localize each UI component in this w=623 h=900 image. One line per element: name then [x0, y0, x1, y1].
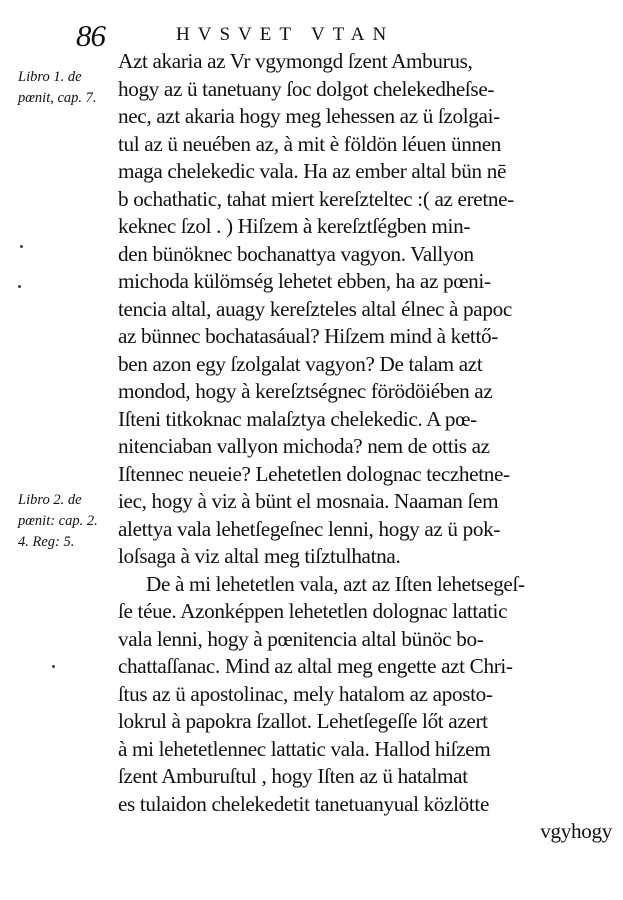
- text-line-paragraph-start: De à mi lehetetlen vala, azt az Iſten lehetsegeſ-: [146, 571, 525, 596]
- text-line: michoda külömség lehetet ebben, ha az pœni-: [118, 269, 491, 293]
- ink-speck: [18, 285, 21, 288]
- text-line: alettya vala lehetſegeſnec lenni, hogy az ü pok-: [118, 516, 501, 541]
- text-line: loſsaga à viz altal meg tiſztulhatna.: [118, 544, 401, 568]
- margin-note-line: Libro 1. de: [18, 69, 82, 85]
- text-line: ben azon egy ſzolgalat vagyon? De talam azt: [118, 351, 483, 376]
- margin-note-line: 4. Reg: 5.: [18, 534, 75, 550]
- margin-note-reference-2: [18, 490, 98, 553]
- text-line: nec, azt akaria hogy meg lehessen az ü ſzolgai-: [118, 104, 500, 128]
- text-line: es tulaidon chelekedetit tanetuanyual közlötte: [118, 791, 490, 816]
- text-line: nitenciaban vallyon michoda? nem de ottis az: [118, 434, 490, 458]
- body-text: [118, 48, 618, 846]
- text-line: iec, hogy à viz à bünt el mosnaia. Naaman ſem: [118, 489, 499, 513]
- text-line: tencia altal, auagy kereſzteles altal élnec à papoc: [118, 296, 512, 321]
- margin-note-line: pœnit: cap. 2.: [18, 513, 98, 529]
- text-line: Iſteni titkoknac malaſztya chelekedic. A pœ-: [118, 406, 477, 431]
- text-line: Iſtennec neueie? Lehetetlen dolognac teczhetne-: [118, 461, 510, 486]
- text-line: lokrul à papokra ſzallot. Lehetſegeſſe lőt azert: [118, 709, 488, 733]
- text-line: hogy az ü tanetuany ſoc dolgot chelekedheſse-: [118, 76, 495, 101]
- ink-speck: [20, 245, 23, 248]
- margin-note-line: pœnit, cap. 7.: [18, 90, 97, 106]
- text-line: tul az ü neuében az, à mit è földön léuen ünnen: [118, 131, 502, 156]
- running-head: HVSVET VTAN: [176, 24, 395, 45]
- text-line: ſzent Amburuſtul , hogy Iſten az ü hatalmat: [118, 764, 468, 788]
- catchword: vgyhogy: [540, 819, 612, 843]
- text-line: ſe téue. Azonképpen lehetetlen dolognac lattatic: [118, 599, 508, 623]
- text-line: Azt akaria az Vr vgymongd ſzent Amburus,: [118, 49, 473, 73]
- margin-note-reference-1: [18, 67, 97, 109]
- text-line: ſtus az ü apostolinac, mely hatalom az aposto-: [118, 681, 493, 706]
- text-line: à mi lehetetlennec lattatic vala. Hallod hiſzem: [118, 736, 491, 761]
- text-line: vala lenni, hogy à pœnitencia altal bünöc bo-: [118, 626, 484, 651]
- text-line: chattaſſanac. Mind az altal meg engette azt Chri-: [118, 654, 513, 678]
- ink-speck: [52, 665, 55, 668]
- text-line: b ochathatic, tahat miert kereſzteltec :( az eretne-: [118, 186, 514, 211]
- text-line: mondod, hogy à kereſztségnec förödöiében az: [118, 379, 493, 403]
- margin-note-line: Libro 2. de: [18, 492, 82, 508]
- text-line: den bünöknec bochanattya vagyon. Vallyon: [118, 241, 474, 266]
- text-line: maga chelekedic vala. Ha az ember altal bün nē: [118, 159, 507, 183]
- page-number: 86: [76, 18, 105, 53]
- text-line: keknec ſzol . ) Hiſzem à kereſztſégben min-: [118, 214, 471, 238]
- text-line: az bünnec bochatasáual? Hiſzem mind à kettő-: [118, 324, 498, 348]
